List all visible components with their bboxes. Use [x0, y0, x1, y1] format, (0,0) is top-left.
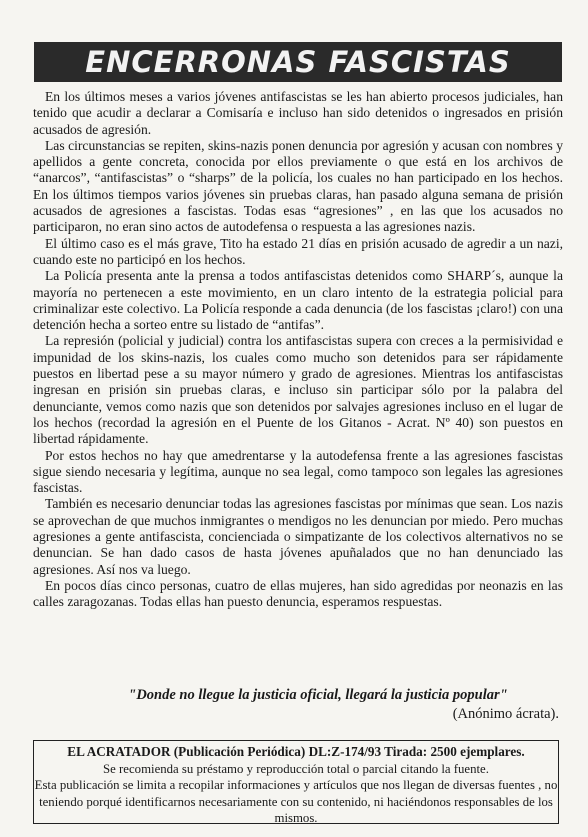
paragraph-6: Por estos hechos no hay que amedrentarse y la autodefensa frente a las agresiones fascistas sigue siendo necesaria y legítima, aunque no sea legal, como tampoco son legales las agresiones fascistas.: [33, 447, 563, 496]
title-banner: [34, 42, 562, 82]
footer-disclaimer: Esta publicación se limita a recopilar informaciones y artículos que nos llegan de diversas fuentes , no teniendo porqué identificarnos necesariamente con su contenido, ni haciéndonos responsables de los mismos.: [34, 778, 558, 825]
paragraph-5: La represión (policial y judicial) contra los antifascistas supera con creces a la permisividad e impunidad de los skins-nazis, los cuales como mucho son detenidos para ser rápidamente puestos en libertad pese a su mayor número y grado de agresiones. Mientras los antifascistas ingresan en prisión sin pruebas claras, e incluso sin participar sólo por la palabra del denunciante, vemos como nazis que son detenidos por salvajes agresiones incluso en el lugar de los hechos (recordad la agresión en el Puente de los Gitanos - Acrat. Nº 40) son puestos en libertad rápidamente.: [33, 333, 563, 447]
article-body: [33, 89, 563, 611]
paragraph-8: En pocos días cinco personas, cuatro de ellas mujeres, han sido agredidas por neonazis en las calles zaragozanas. Todas ellas han puesto denuncia, esperamos respuestas.: [33, 577, 563, 610]
footer-publication-info: EL ACRATADOR (Publicación Periódica) DL:Z-174/93 Tirada: 2500 ejemplares.: [67, 744, 525, 759]
publication-footer: [33, 740, 559, 824]
paragraph-1: En los últimos meses a varios jóvenes antifascistas se les han abierto procesos judiciales, han tenido que acudir a declarar a Comisaría e incluso han sido detenidos o ingresados en prisión acusados de agresión.: [33, 89, 563, 137]
paragraph-7: También es necesario denunciar todas las agresiones fascistas por mínimas que sean. Los nazis se aprovechan de que muchos inmigrantes o mendigos no les denuncian por miedo. Pero muchas agresiones a gente antifascista, concienciada o simpatizante de los colectivos alternativos no se denuncian. Se han dado casos de hasta jóvenes apuñalados que no han denunciado las agresiones. Así nos va luego.: [33, 496, 563, 577]
quote-block: [33, 686, 563, 724]
paragraph-2: Las circunstancias se repiten, skins-nazis ponen denuncia por agresión y acusan con nombres y apellidos a gente concreta, conocida por ellos previamente o que está en los archivos de “anarcos”, “antifascistas” o “sharps” de la policía, los cuales no han participado en los hechos. En los últimos tiempos varios jóvenes sin pruebas claras, han pasado alguna semana de prisión acusados de agresiones a fascistas. Todas esas “agresiones” , en las que los acusados no participaron, no eran sino actos de autodefensa o respuesta a las agresiones nazis.: [33, 137, 563, 235]
footer-reproduction-note: Se recomienda su préstamo y reproducción total o parcial citando la fuente.: [103, 761, 489, 776]
paragraph-4: La Policía presenta ante la prensa a todos antifascistas detenidos como SHARP´s, aunque la mayoría no pertenecen a este movimiento, en un claro intento de la estrategia policial para criminalizar este colectivo. La Policía responde a cada denuncia (de los fascistas ¡claro!) con una detención hecha a sorteo entre su listado de “antifas”.: [33, 268, 563, 333]
quote-text: "Donde no llegue la justicia oficial, llegará la justicia popular": [128, 687, 508, 703]
page-title: ENCERRONAS FASCISTAS: [85, 45, 511, 79]
quote-author: (Anónimo ácrata).: [452, 706, 559, 722]
paragraph-3: El último caso es el más grave, Tito ha estado 21 días en prisión acusado de agredir a un nazi, cuando este no participó en los hechos.: [33, 235, 563, 267]
